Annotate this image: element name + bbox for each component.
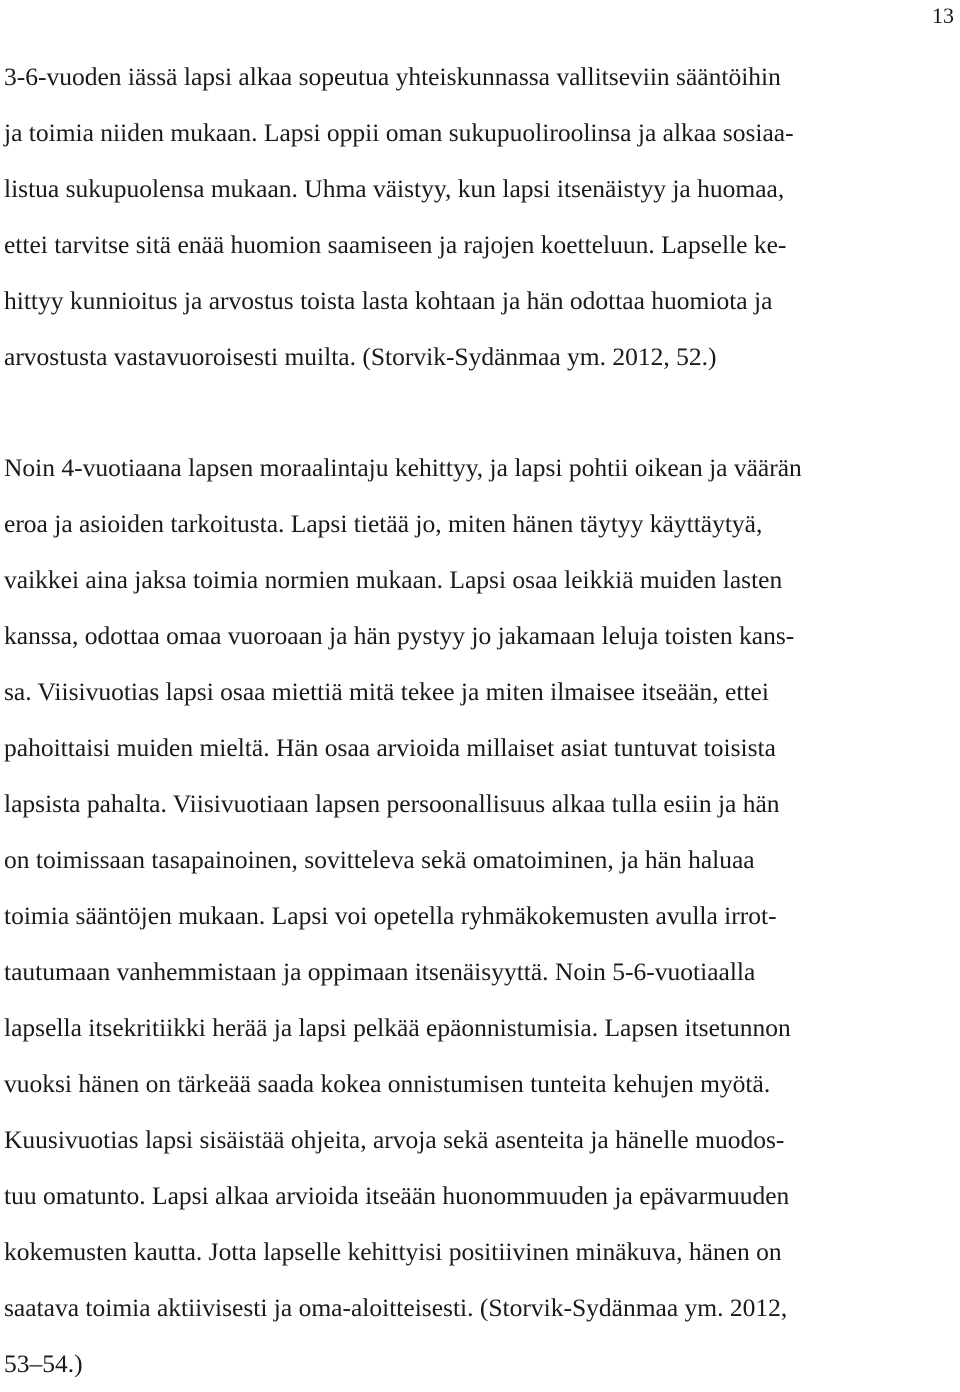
text-line: pahoittaisi muiden mieltä. Hän osaa arvioida millaiset asiat tuntuvat toisista — [4, 733, 776, 762]
text-line: on toimissaan tasapainoinen, sovitteleva sekä omatoiminen, ja hän haluaa — [4, 845, 755, 874]
text-line: 3-6-vuoden iässä lapsi alkaa sopeutua yhteiskunnassa vallitseviin sääntöihin — [4, 62, 781, 91]
text-line: tautumaan vanhemmistaan ja oppimaan itsenäisyyttä. Noin 5-6-vuotiaalla — [4, 957, 756, 986]
text-line: Noin 4-vuotiaana lapsen moraalintaju kehittyy, ja lapsi pohtii oikean ja väärän — [4, 453, 802, 482]
text-line: lapsella itsekritiikki herää ja lapsi pelkää epäonnistumisia. Lapsen itsetunnon — [4, 1013, 791, 1042]
text-line: hittyy kunnioitus ja arvostus toista lasta kohtaan ja hän odottaa huomiota ja — [4, 286, 773, 315]
text-line: vaikkei aina jaksa toimia normien mukaan. Lapsi osaa leikkiä muiden lasten — [4, 565, 783, 594]
text-line: ja toimia niiden mukaan. Lapsi oppii oman sukupuoliroolinsa ja alkaa sosiaa- — [4, 118, 794, 147]
text-line: arvostusta vastavuoroisesti muilta. (Storvik-Sydänmaa ym. 2012, 52.) — [4, 342, 717, 371]
text-line: eroa ja asioiden tarkoitusta. Lapsi tietää jo, miten hänen täytyy käyttäytyä, — [4, 509, 763, 538]
text-line: ettei tarvitse sitä enää huomion saamiseen ja rajojen koetteluun. Lapselle ke- — [4, 230, 787, 259]
text-line: lapsista pahalta. Viisivuotiaan lapsen persoonallisuus alkaa tulla esiin ja hän — [4, 789, 780, 818]
text-line: tuu omatunto. Lapsi alkaa arvioida itseään huonommuuden ja epävarmuuden — [4, 1181, 790, 1210]
text-line: kokemusten kautta. Jotta lapselle kehittyisi positiivinen minäkuva, hänen on — [4, 1237, 782, 1266]
paragraph — [4, 440, 954, 1392]
text-line: listua sukupuolensa mukaan. Uhma väistyy, kun lapsi itsenäistyy ja huomaa, — [4, 174, 785, 203]
text-line: sa. Viisivuotias lapsi osaa miettiä mitä tekee ja miten ilmaisee itseään, ettei — [4, 677, 769, 706]
text-line: kanssa, odottaa omaa vuoroaan ja hän pystyy jo jakamaan leluja toisten kans- — [4, 621, 795, 650]
text-line: toimia sääntöjen mukaan. Lapsi voi opetella ryhmäkokemusten avulla irrot- — [4, 901, 777, 930]
page-number: 13 — [932, 3, 954, 28]
text-line: saatava toimia aktiivisesti ja oma-aloitteisesti. (Storvik-Sydänmaa ym. 2012, — [4, 1293, 788, 1322]
text-line: 53–54.) — [4, 1349, 83, 1378]
text-line: Kuusivuotias lapsi sisäistää ohjeita, arvoja sekä asenteita ja hänelle muodos- — [4, 1125, 785, 1154]
paragraph — [4, 49, 954, 385]
text-line: vuoksi hänen on tärkeää saada kokea onnistumisen tunteita kehujen myötä. — [4, 1069, 771, 1098]
